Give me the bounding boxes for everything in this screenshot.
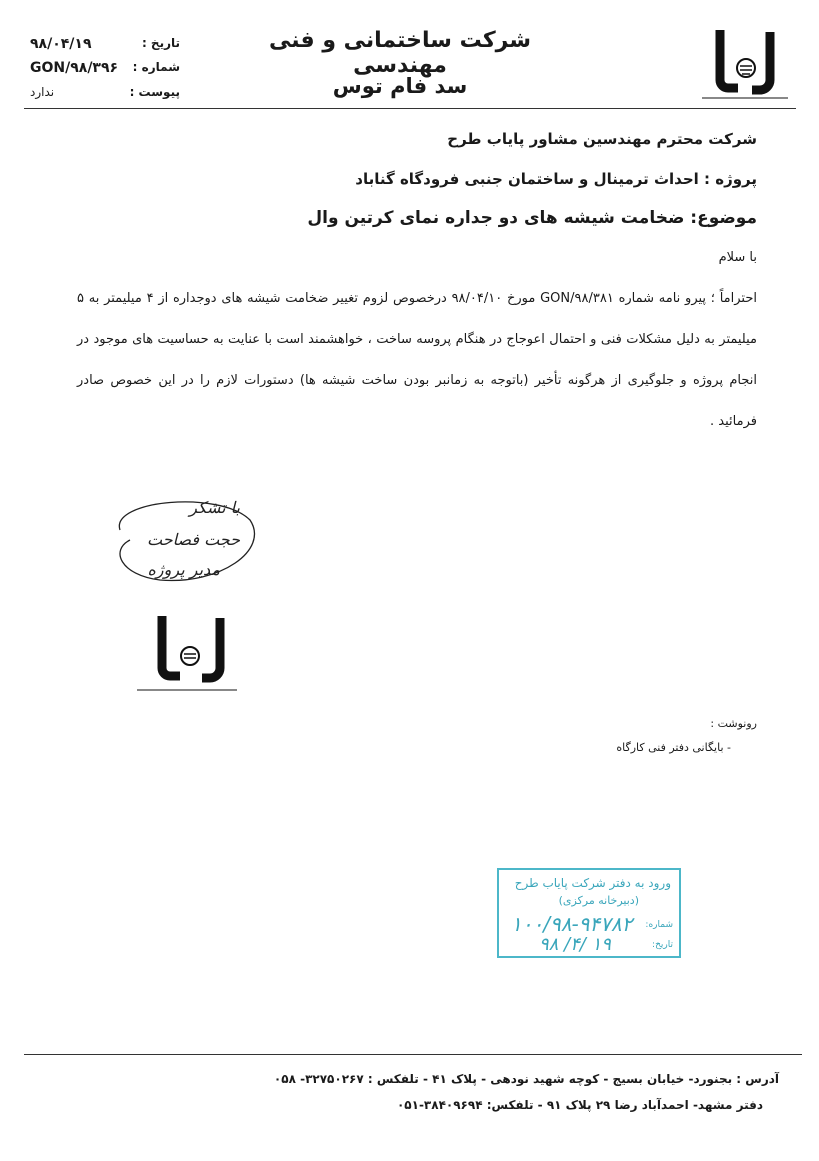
footer-office: دفتر مشهد- احمدآباد رضا ۲۹ پلاک ۹۱ - تلفکس: ۳۸۴۰۹۶۹۴-۰۵۱: [396, 1098, 763, 1112]
letter-body: احتراماً ؛ پیرو نامه شماره GON/۹۸/۳۸۱ مورخ ۹۸/۰۴/۱۰ درخصوص لزوم تغییر ضخامت شیشه های دوجداره از ۴ میلیمتر به ۵ میلیمتر به دلیل مشکلات فنی و احتمال اعوجاج در هنگام پروسه ساخت ، خواهشمند است با عنایت به حساسیت های موجود در انجام پروژه و جلوگیری از هرگونه تأخیر (باتوجه به زمانبر بودن ساخت شیشه ها) دستورات لازم را در این خصوص صادر فرمائید .: [77, 291, 757, 429]
company-stamp-icon: [132, 608, 242, 698]
header-divider: [24, 108, 796, 109]
cc-label: رونوشت :: [710, 717, 757, 730]
stamp-number-value: ۱۰۰/۹۸-۹۴۷۸۲: [511, 912, 633, 936]
attachment-value: ندارد: [30, 85, 55, 99]
cc-item: - بایگانی دفتر فنی کارگاه: [616, 741, 731, 754]
project-line: پروژه : احداث ترمینال و ساختمان جنبی فرودگاه گناباد: [355, 170, 757, 188]
signature: [100, 490, 270, 600]
attachment-row: [30, 85, 180, 99]
signature-name: حجت فصاحت: [146, 530, 240, 549]
stamp-date-label: تاریخ:: [652, 940, 673, 950]
stamp-number-label: شماره:: [645, 920, 673, 930]
reception-stamp: [497, 868, 681, 958]
company-title: شرکت ساختمانی و فنی مهندسی: [269, 28, 531, 78]
attachment-label: پیوست :: [129, 85, 180, 99]
stamp-line2: (دبیرخانه مرکزی): [558, 894, 639, 907]
greeting: با سلام: [718, 250, 757, 265]
number-label: شماره :: [132, 60, 180, 74]
date-label: تاریخ :: [141, 36, 180, 50]
date-row: [30, 36, 180, 52]
company-subtitle: سد فام توس: [332, 74, 468, 98]
number-value: GON/۹۸/۳۹۶: [30, 60, 119, 76]
stamp-date-value: ۹۸ /۴/ ۱۹: [539, 934, 611, 955]
footer-address: آدرس : بجنورد- خیابان بسیج - کوچه شهید نودهی - پلاک ۴۱ - تلفکس : ۳۲۷۵۰۲۶۷- ۰۵۸: [273, 1072, 779, 1086]
footer-divider: [24, 1054, 802, 1055]
date-value: ۹۸/۰۴/۱۹: [30, 36, 92, 52]
signature-title: مدیر پروژه: [147, 560, 220, 579]
number-row: [30, 60, 180, 76]
subject-line: موضوع: ضخامت شیشه های دو جداره نمای کرتین وال: [307, 208, 757, 228]
recipient: شرکت محترم مهندسین مشاور پایاب طرح: [447, 130, 757, 148]
signature-closing: با تشکر: [189, 498, 240, 517]
stamp-line1: ورود به دفتر شرکت پایاب طرح: [514, 876, 671, 890]
sadfam-logo-icon: [700, 22, 790, 102]
